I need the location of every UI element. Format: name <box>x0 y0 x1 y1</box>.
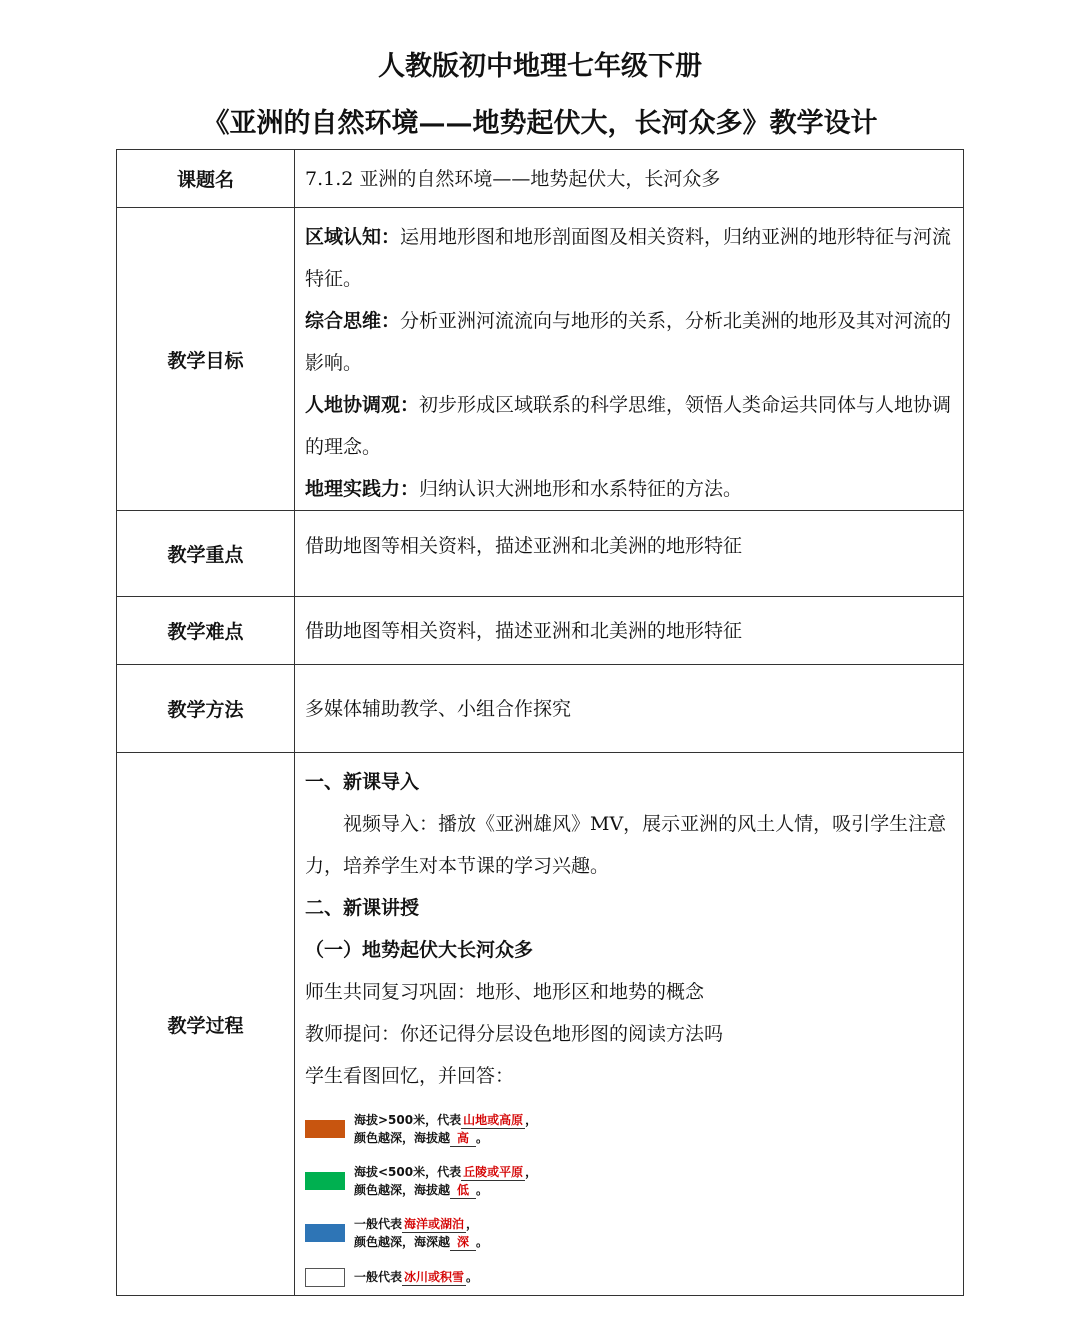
difficulties-value: 借助地图等相关资料，描述亚洲和北美洲的地形特征 <box>295 597 964 665</box>
topic-value: 7.1.2 亚洲的自然环境——地势起伏大，长河众多 <box>295 150 964 208</box>
answer-blank: 海洋或湖泊 <box>404 1217 465 1231</box>
process-label: 教学过程 <box>117 753 295 1296</box>
section-heading: 二、新课讲授 <box>305 897 420 919</box>
key-points-label: 教学重点 <box>117 511 295 597</box>
document-subtitle: 《亚洲的自然环境——地势起伏大，长河众多》教学设计 <box>202 108 878 139</box>
methods-value: 多媒体辅助教学、小组合作探究 <box>295 665 964 753</box>
table-row <box>117 511 964 597</box>
color-swatch <box>305 1224 345 1242</box>
color-swatch <box>305 1172 345 1190</box>
topic-label: 课题名 <box>117 150 295 208</box>
key-points-value: 借助地图等相关资料，描述亚洲和北美洲的地形特征 <box>295 511 964 597</box>
goal-item: 区域认知：运用地形图和地形剖面图及相关资料，归纳亚洲的地形特征与河流特征。 <box>305 226 952 290</box>
answer-blank: 山地或高原 <box>463 1113 524 1127</box>
color-swatch <box>305 1120 345 1138</box>
intro-paragraph: 视频导入：播放《亚洲雄风》MV，展示亚洲的风土人情，吸引学生注意力，培养学生对本节课的学习兴趣。 <box>305 813 947 877</box>
answer-blank: 丘陵或平原 <box>463 1165 524 1179</box>
answer-blank: 低 <box>450 1183 476 1199</box>
section-heading: 一、新课导入 <box>305 771 420 793</box>
goal-item: 人地协调观：初步形成区域联系的科学思维，领悟人类命运共同体与人地协调的理念。 <box>305 394 952 458</box>
answer-blank: 冰川或积雪 <box>404 1270 465 1284</box>
table-row <box>117 597 964 665</box>
answer-blank: 深 <box>450 1235 476 1251</box>
goal-item: 综合思维：分析亚洲河流流向与地形的关系，分析北美洲的地形及其对河流的影响。 <box>305 310 952 374</box>
goals-label: 教学目标 <box>117 208 295 511</box>
process-line: 学生看图回忆，并回答： <box>305 1065 515 1087</box>
table-row <box>117 150 964 208</box>
legend-row: 一般代表 海洋或湖泊 ， 颜色越深，海深越 深 。 <box>305 1207 954 1259</box>
goal-item: 地理实践力：归纳认识大洲地形和水系特征的方法。 <box>305 478 743 500</box>
table-row <box>117 753 964 1296</box>
legend-row: 一般代表 冰川或积雪 。 <box>305 1259 954 1295</box>
difficulties-label: 教学难点 <box>117 597 295 665</box>
table-row <box>117 665 964 753</box>
lesson-plan-table <box>116 149 964 1296</box>
table-row <box>117 208 964 511</box>
document-title: 人教版初中地理七年级下册 <box>378 51 702 82</box>
subsection-heading: （一）地势起伏大长河众多 <box>305 939 534 961</box>
color-swatch <box>305 1268 345 1287</box>
process-line: 师生共同复习巩固：地形、地形区和地势的概念 <box>305 981 705 1003</box>
answer-blank: 高 <box>450 1131 476 1147</box>
legend-row: 海拔<500米，代表 丘陵或平原 ， 颜色越深，海拔越 低 。 <box>305 1155 954 1207</box>
process-line: 教师提问：你还记得分层设色地形图的阅读方法吗 <box>305 1023 724 1045</box>
elevation-color-legend <box>305 1103 954 1295</box>
process-content <box>295 753 964 1296</box>
methods-label: 教学方法 <box>117 665 295 753</box>
legend-row: 海拔>500米，代表 山地或高原 ， 颜色越深，海拔越 高 。 <box>305 1103 954 1155</box>
goals-content <box>295 208 964 511</box>
